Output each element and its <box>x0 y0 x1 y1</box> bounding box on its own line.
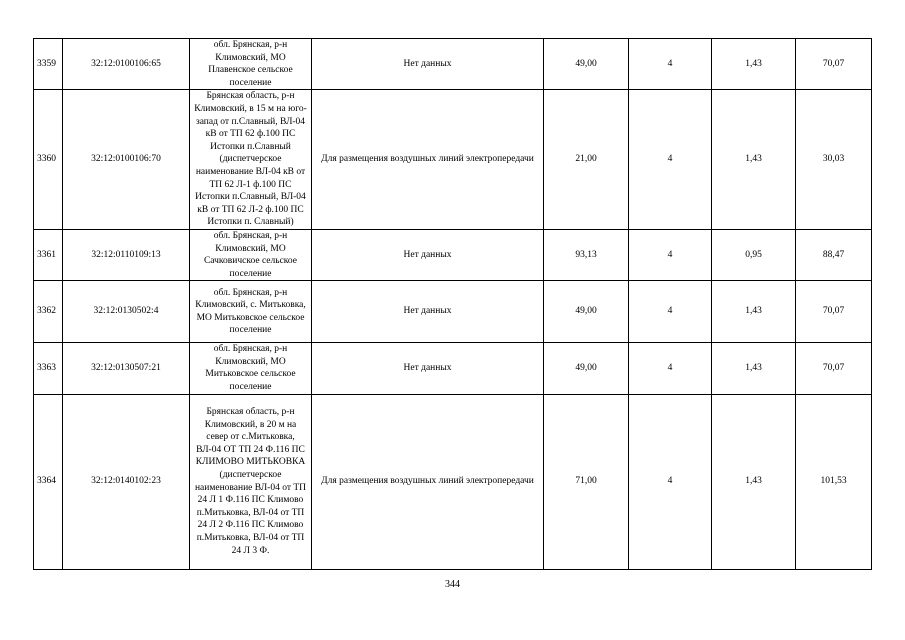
row-number-cell: 3361 <box>34 229 63 280</box>
address-cell: Брянская область, р-н Климовский, в 15 м на юго-запад от п.Славный, ВЛ-04 кВ от ТП 62 ф.100 ПС Истопки п.Славный (диспетчерское наименование ВЛ-04 кВ от ТП 62 Л-1 ф.100 ПС Истопки п.Славный, ВЛ-04 кВ от ТП 62 Л-2 ф.100 ПС Истопки п. Славный) <box>190 90 312 230</box>
cadastral-number-cell: 32:12:0140102:23 <box>63 394 190 569</box>
cadastral-number-cell: 32:12:0110109:13 <box>63 229 190 280</box>
category-cell: 4 <box>629 343 712 394</box>
amount-cell: 30,03 <box>796 90 872 230</box>
address-cell: Брянская область, р-н Климовский, в 20 м на север от с.Митьковка, ВЛ-04 ОТ ТП 24 Ф.116 ПС КЛИМОВО МИТЬКОВКА (диспетчерское наименование ВЛ-04 от ТП 24 Л 1 Ф.116 ПС Климово п.Митьковка, ВЛ-04 от ТП 24 Л 2 Ф.116 ПС Климово п.Митьковка, ВЛ-04 от ТП 24 Л 3 Ф. <box>190 394 312 569</box>
table-row <box>34 343 872 394</box>
row-number-cell: 3363 <box>34 343 63 394</box>
rate-cell: 1,43 <box>712 343 796 394</box>
amount-cell: 70,07 <box>796 343 872 394</box>
rate-cell: 1,43 <box>712 394 796 569</box>
rate-cell: 0,95 <box>712 229 796 280</box>
rate-cell: 1,43 <box>712 281 796 343</box>
row-number-cell: 3360 <box>34 90 63 230</box>
table-row <box>34 39 872 90</box>
table-row <box>34 281 872 343</box>
purpose-cell: Нет данных <box>312 343 544 394</box>
area-cell: 49,00 <box>544 281 629 343</box>
purpose-cell: Нет данных <box>312 281 544 343</box>
address-cell: обл. Брянская, р-н Климовский, МО Сачковичское сельское поселение <box>190 229 312 280</box>
area-cell: 49,00 <box>544 343 629 394</box>
category-cell: 4 <box>629 394 712 569</box>
area-cell: 71,00 <box>544 394 629 569</box>
area-cell: 93,13 <box>544 229 629 280</box>
amount-cell: 101,53 <box>796 394 872 569</box>
category-cell: 4 <box>629 90 712 230</box>
cadastral-number-cell: 32:12:0130502:4 <box>63 281 190 343</box>
cadastral-number-cell: 32:12:0130507:21 <box>63 343 190 394</box>
purpose-cell: Для размещения воздушных линий электропередачи <box>312 90 544 230</box>
amount-cell: 88,47 <box>796 229 872 280</box>
purpose-cell: Нет данных <box>312 39 544 90</box>
purpose-cell: Для размещения воздушных линий электропередачи <box>312 394 544 569</box>
cadastral-number-cell: 32:12:0100106:70 <box>63 90 190 230</box>
table-row <box>34 229 872 280</box>
category-cell: 4 <box>629 281 712 343</box>
table-row <box>34 394 872 569</box>
row-number-cell: 3362 <box>34 281 63 343</box>
page-number: 344 <box>445 579 460 590</box>
row-number-cell: 3364 <box>34 394 63 569</box>
rate-cell: 1,43 <box>712 90 796 230</box>
category-cell: 4 <box>629 229 712 280</box>
category-cell: 4 <box>629 39 712 90</box>
rate-cell: 1,43 <box>712 39 796 90</box>
area-cell: 49,00 <box>544 39 629 90</box>
table-body <box>34 39 872 570</box>
address-cell: обл. Брянская, р-н Климовский, с. Митьковка, МО Митьковское сельское поселение <box>190 281 312 343</box>
amount-cell: 70,07 <box>796 39 872 90</box>
amount-cell: 70,07 <box>796 281 872 343</box>
cadastral-number-cell: 32:12:0100106:65 <box>63 39 190 90</box>
address-cell: обл. Брянская, р-н Климовский, МО Плавенское сельское поселение <box>190 39 312 90</box>
address-cell: обл. Брянская, р-н Климовский, МО Митьковское сельское поселение <box>190 343 312 394</box>
row-number-cell: 3359 <box>34 39 63 90</box>
data-table <box>33 38 872 570</box>
purpose-cell: Нет данных <box>312 229 544 280</box>
table-row <box>34 90 872 230</box>
area-cell: 21,00 <box>544 90 629 230</box>
